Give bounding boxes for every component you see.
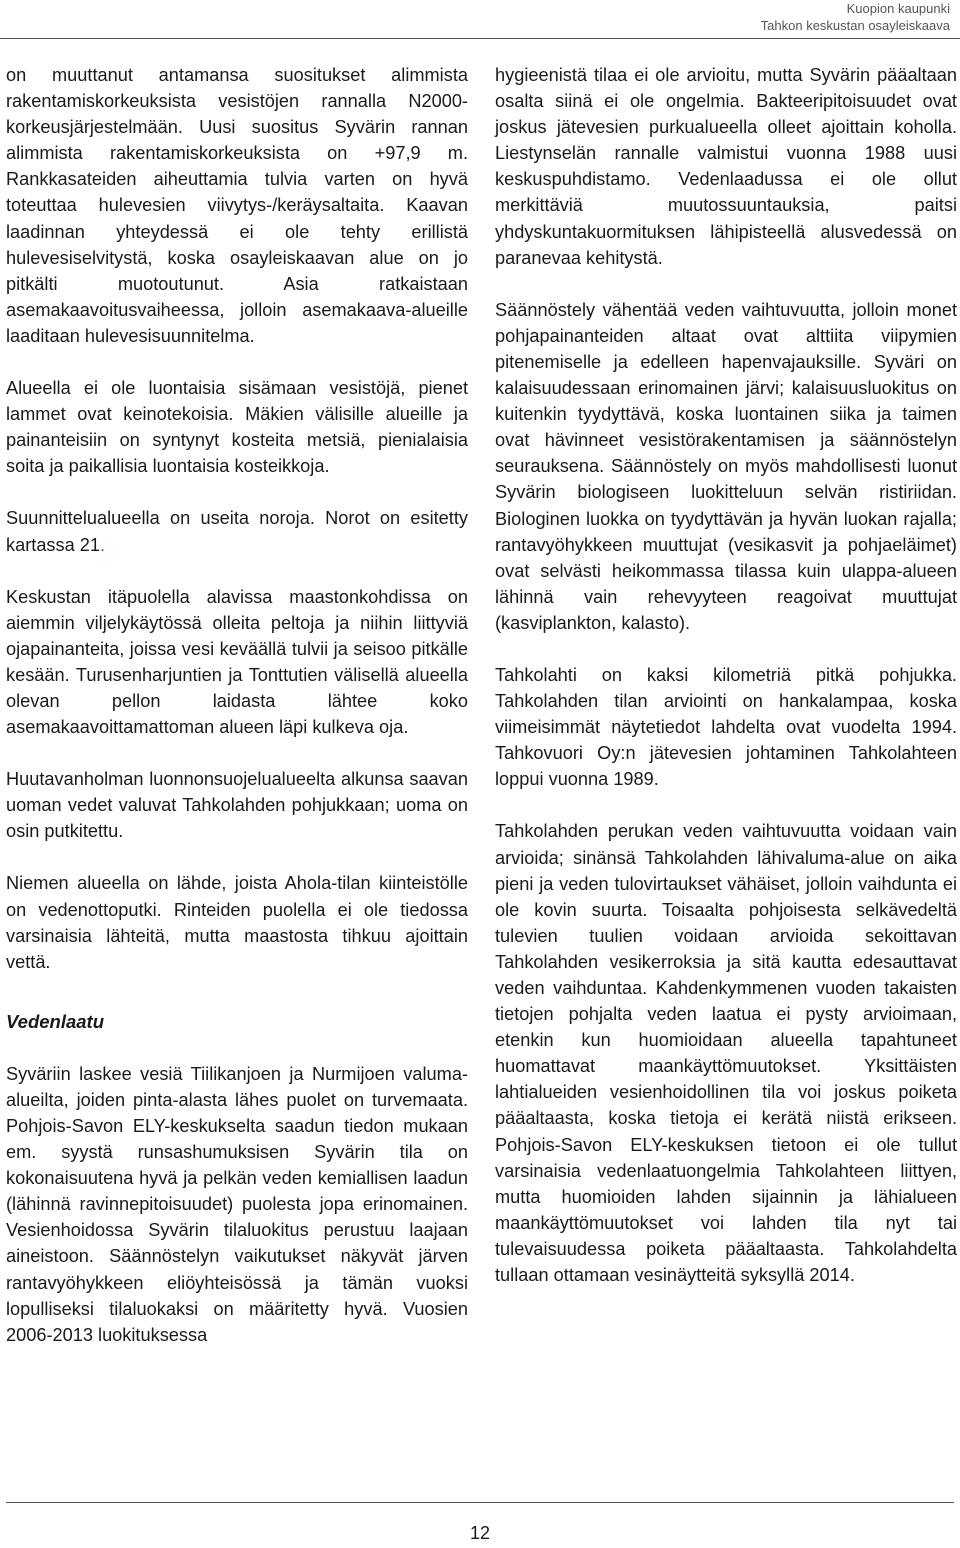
paragraph: Syväriin laskee vesiä Tiilikanjoen ja Nurmijoen valuma-alueilta, joiden pinta-alasta lähes puolet on turvemaata. Pohjois-Savon ELY-keskukselta saadun tiedon mukaan em. syystä runsashumuksisen Syvärin tila on kokonaisuutena hyvä ja pelkän veden kemiallisen laadun (lähinnä ravinnepitoisuudet) puolesta jopa erinomainen. Vesienhoidossa Syvärin tilaluokitus perustuu laajaan aineistoon. Säännöstelyn vaikutukset näkyvät järven rantavyöhykkeen eliöyhteisössä ja tämän vuoksi lopulliseksi tilaluokaksi on määritetty hyvä. Vuosien 2006-2013 luokituksessa (6, 1063, 468, 1345)
paragraph-text: Suunnittelualueella on useita noroja. Norot on esitetty kartassa 21 (6, 508, 468, 555)
left-column (6, 62, 468, 1374)
header-document-title: Tahkon keskustan osayleiskaava (760, 18, 950, 33)
header-organization: Kuopion kaupunki (846, 1, 950, 16)
paragraph: on muuttanut antamansa suositukset alimmista rakentamiskorkeuksista vesistöjen rannalla N2000-korkeusjärjestelmään. Uusi suositus Syvärin rannan alimmista rakentamiskorkeuksista on +97,9 m. Rankkasateiden aiheuttamia tulvia varten on hyvä toteuttaa hulevesien viivytys-/keräysaltaita. Kaavan laadinnan yhteydessä ei ole tehty erillistä hulevesiselvitystä, koska osayleiskaavan alue on jo pitkälti muotoutunut. Asia ratkaistaan asemakaavoitusvaiheessa, jolloin asemakaava-alueille laaditaan hulevesisuunnitelma. (6, 65, 468, 346)
right-column (495, 62, 957, 1314)
paragraph: Tahkolahden perukan veden vaihtuvuutta voidaan vain arvioida; sinänsä Tahkolahden lähivaluma-alue on aika pieni ja veden tulovirtaukset vähäiset, jolloin vaihdunta ei ole kovin suurta. Toisaalta pohjoisesta selkävedeltä tulevien tuulien voidaan arvioida sekoittavan Tahkolahden vesikerroksia ja sitä kautta edesauttavat veden vaihduntaa. Kahdenkymmenen vuoden takaisten tietojen pohjalta veden laatua ei pysty arvioimaan, etenkin kun huomioidaan alueella tapahtuneet huomattavat maankäyttömuutokset. Yksittäisten lahtialueiden vesienhoidollinen tila voi joskus poiketa pääaltaasta, koska tietoja ei kerätä niistä erikseen. Pohjois-Savon ELY-keskuksen tietoon ei ole tullut varsinaisia vedenlaatuongelmia Tahkolahteen liittyen, mutta huomioiden lahden sijainnin ja lähialueen maankäyttömuutokset voi lahden tila nyt tai tulevaisuudessa poiketa pääaltaasta. Tahkolahdelta tullaan ottamaan vesinäytteitä syksyllä 2014. (495, 821, 957, 1286)
paragraph: Keskustan itäpuolella alavissa maastonkohdissa on aiemmin viljelykäytössä olleita peltoja ja niihin liittyviä ojapainanteita, joissa vesi keväällä tulvii ja seisoo pitkälle kesään. Turusenharjuntien ja Tonttutien välisellä alueella olevan pellon laidasta lähtee koko asemakaavoittamattoman alueen läpi kulkeva oja. (6, 586, 468, 738)
section-heading: Vedenlaatu (6, 1010, 105, 1032)
header-divider (0, 38, 960, 39)
paragraph: Säännöstely vähentää veden vaihtuvuutta, jolloin monet pohjapainanteiden altaat ovat alttiita viipymien pitenemiselle ja edelleen hapenvajauksille. Syväri on kalaisuudessaan erinomainen järvi; kalaisuusluokitus on kuitenkin tyydyttävä, koska luontainen siika ja taimen ovat hävinneet vesistörakentamisen ja säännöstelyn seurauksena. Säännöstely on myös mahdollisesti luonut Syvärin biologiseen luokitteluun selvän ristiriidan. Biologinen luokka on tyydyttävän ja hyvän luokan rajalla; rantavyöhykkeen muuttujat (vesikasvit ja pohjaeläimet) ovat selvästi heikommassa tilassa kuin ulappa-alueen lähinnä vain rehevyyteen reagoivat muuttujat (kasviplankton, kalasto). (495, 299, 957, 633)
paragraph: hygieenistä tilaa ei ole arvioitu, mutta Syvärin pääaltaan osalta siinä ei ole ongelmia. Bakteeripitoisuudet ovat joskus jätevesien purkualueella olleet ajoittain koholla. Liestynselän rannalle valmistui vuonna 1988 uusi keskuspuhdistamo. Vedenlaadussa ei ole ollut merkittäviä muutossuuntauksia, paitsi yhdyskuntakuormituksen lähipisteellä alusvedessä on paranevaa kehitystä. (495, 65, 957, 268)
paragraph: Tahkolahti on kaksi kilometriä pitkä pohjukka. Tahkolahden tilan arviointi on hankalampaa, koska viimeisimmät näytetiedot lahdelta ovat vuodelta 1994. Tahkovuori Oy:n jätevesien johtaminen Tahkolahteen loppui vuonna 1989. (495, 664, 957, 790)
paragraph (6, 505, 468, 557)
paragraph: Alueella ei ole luontaisia sisämaan vesistöjä, pienet lammet ovat keinotekoisia. Mäkien välisille alueille ja painanteisiin on syntynyt kosteita metsiä, pienialaisia soita ja paikallisia luontaisia kosteikkoja. (6, 378, 468, 477)
paragraph: Niemen alueella on lähde, joista Ahola-tilan kiinteistölle on vedenottoputki. Rinteiden puolella ei ole tiedossa varsinaisia lähteitä, mutta maastosta tihkuu ajoittain vettä. (6, 873, 468, 972)
reference-mark: . (100, 534, 106, 555)
paragraph: Huutavanholman luonnonsuojelualueelta alkunsa saavan uoman vedet valuvat Tahkolahden pohjukkaan; uoma on osin putkitettu. (6, 769, 468, 842)
footer-divider (6, 1502, 954, 1503)
page-header (761, 0, 950, 34)
page-number: 12 (469, 1523, 491, 1543)
